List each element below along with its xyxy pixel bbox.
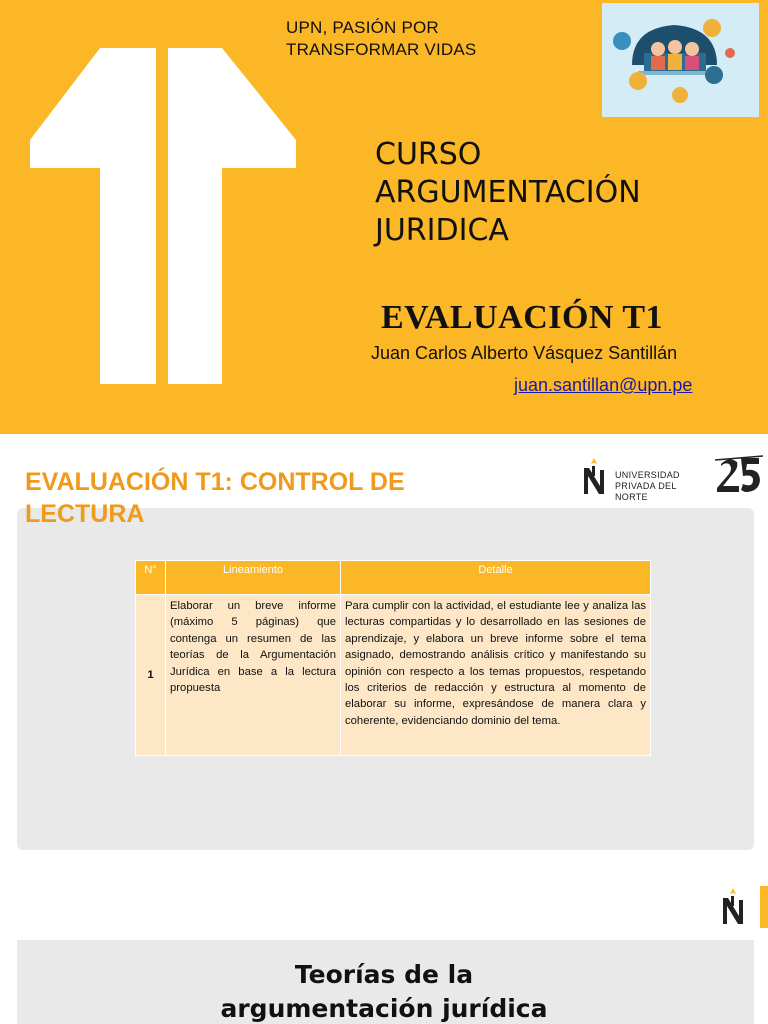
author-name: Juan Carlos Alberto Vásquez Santillán xyxy=(371,343,678,363)
tagline-line-1: UPN, PASIÓN POR xyxy=(286,18,439,37)
evaluation-title: EVALUACIÓN T1 xyxy=(381,299,664,336)
course-title xyxy=(375,136,641,250)
author-email-link[interactable]: juan.santillan@upn.pe xyxy=(514,375,693,395)
course-title-line-2: ARGUMENTACIÓN xyxy=(375,175,641,210)
university-name-line-1: UNIVERSIDAD xyxy=(615,470,680,480)
row-detail xyxy=(341,595,651,756)
row-guideline xyxy=(166,595,341,756)
guideline-text: Elaborar un breve informe (máximo 5 páginas) que contenga un resumen de las teorías de la Argumentación Jurídica en base a la lectura propuesta xyxy=(170,600,336,695)
university-name xyxy=(615,470,710,503)
row-number: 1 xyxy=(136,595,166,756)
upn-arrow-logo xyxy=(0,0,310,434)
table-row xyxy=(136,595,651,756)
upn-n-icon xyxy=(719,886,747,926)
anniversary-25-logo xyxy=(715,454,763,496)
table-header-row xyxy=(136,561,651,595)
slide-title-line-1: Teorías de la xyxy=(294,960,474,989)
upn-n-icon xyxy=(580,456,608,496)
theories-slide xyxy=(0,868,768,1024)
header-number: N° xyxy=(136,561,166,595)
guidelines-table xyxy=(135,560,651,756)
students-illustration xyxy=(602,3,759,117)
course-title-line-3: JURIDICA xyxy=(375,213,509,248)
slide-title xyxy=(0,958,768,1024)
university-name-line-2: PRIVADA DEL NORTE xyxy=(615,481,677,502)
tagline-line-2: TRANSFORMAR VIDAS xyxy=(286,40,477,59)
upn-logo xyxy=(580,456,710,502)
slide-title: EVALUACIÓN T1: CONTROL DE LECTURA xyxy=(25,468,405,528)
tagline xyxy=(286,17,476,61)
header-guideline: Lineamiento xyxy=(166,561,341,595)
detail-text: Para cumplir con la actividad, el estudiante lee y analiza las lecturas compartidas y lo desarrollado en las sesiones de aprendizaje, y elabora un breve informe sobre el tema asignado, demostrando análisis crítico y manifestando su opinión con respecto a los temas propuestos, respetando los criterios de redacción y estructura al momento de elaborar su informe, expresándose de manera clara y coherente, evidenciando dominio del tema. xyxy=(345,600,646,727)
header-detail: Detalle xyxy=(341,561,651,595)
accent-bar xyxy=(760,886,768,928)
slide-title-line-2: argumentación jurídica xyxy=(220,994,548,1023)
evaluation-slide xyxy=(0,440,768,860)
course-title-line-1: CURSO xyxy=(375,137,482,172)
title-slide xyxy=(0,0,768,434)
